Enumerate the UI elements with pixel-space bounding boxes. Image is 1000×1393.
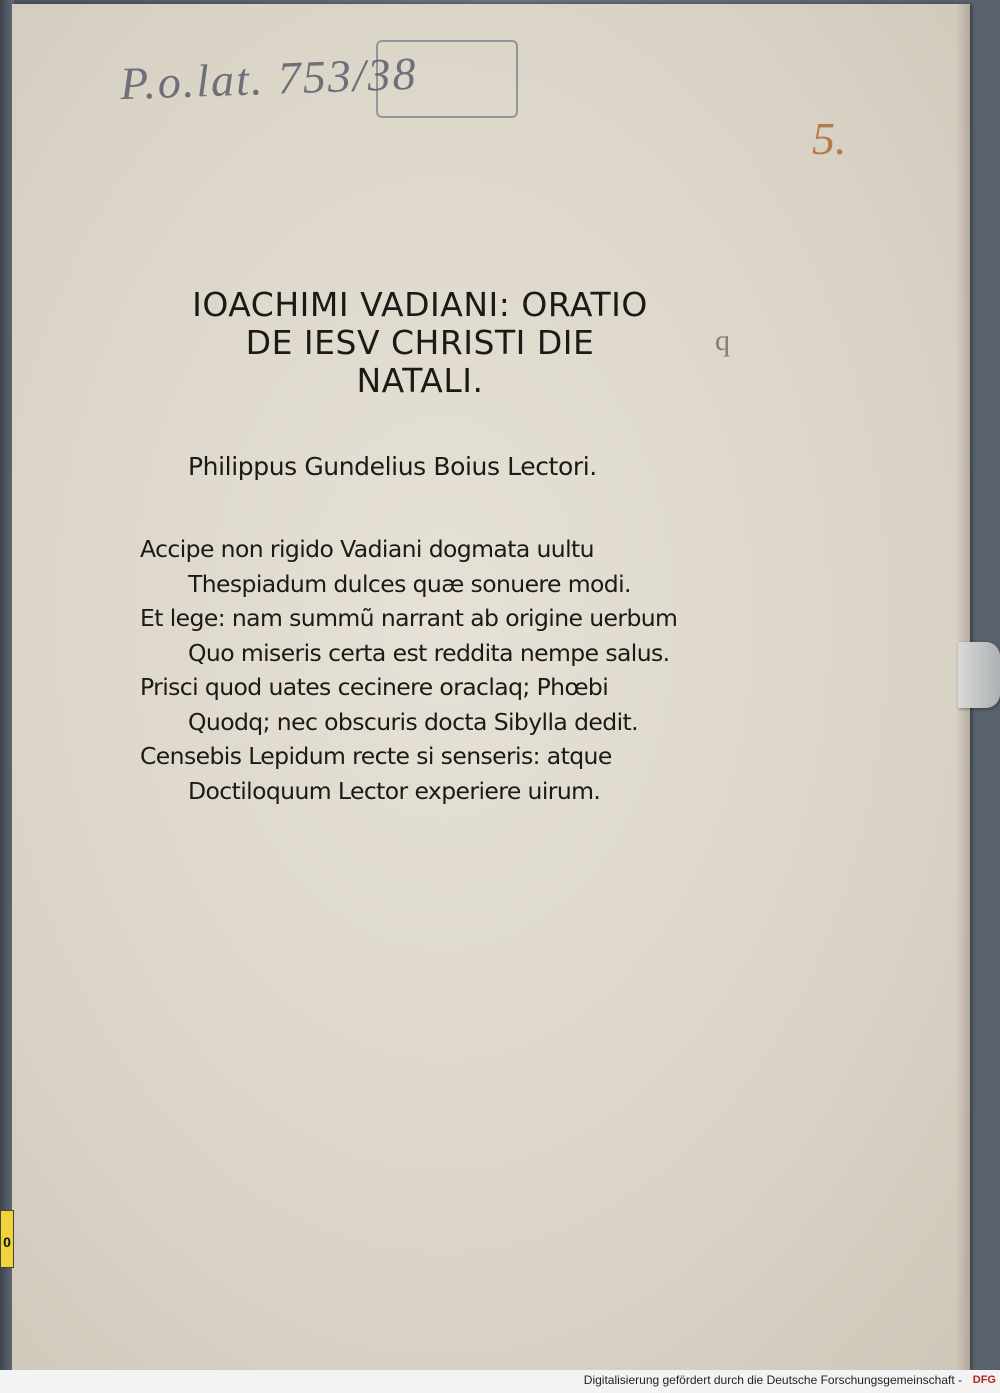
footer-credit: Digitalisierung gefördert durch die Deutsche Forschungsgemeinschaft - — [583, 1373, 962, 1387]
poem-line: Accipe non rigido Vadiani dogmata uultu — [140, 535, 594, 563]
poem-line: Et lege: nam summũ narrant ab origine uerbum — [140, 604, 678, 632]
poem-line: Quodq; nec obscuris docta Sibylla dedit. — [188, 707, 638, 736]
library-stamp — [376, 40, 518, 118]
shelfmark-handwritten: P.o.lat. 753/38 — [119, 47, 419, 110]
folio-number: 5. — [812, 113, 847, 164]
poem-line: Quo miseris certa est reddita nempe salus. — [188, 638, 670, 667]
page-clip-tab — [958, 642, 1000, 708]
document-page — [12, 4, 970, 1370]
margin-note: q — [715, 324, 730, 357]
poem-line: Prisci quod uates cecinere oraclaq; Phœbi — [140, 673, 609, 701]
poem-line: Doctiloquum Lector experiere uirum. — [188, 776, 601, 805]
dfg-logo-icon: DFG — [972, 1374, 996, 1386]
title-block — [180, 286, 660, 400]
poem-line: Thespiadum dulces quæ sonuere modi. — [188, 569, 631, 598]
dedication-line: Philippus Gundelius Boius Lectori. — [188, 452, 597, 481]
title-line: DE IESV CHRISTI DIE — [245, 323, 595, 362]
spine-label: 0 — [0, 1210, 14, 1268]
title-line: IOACHIMI VADIANI: ORATIO — [192, 285, 648, 324]
poem-block — [140, 532, 677, 808]
footer-bar — [0, 1370, 1000, 1393]
poem-line: Censebis Lepidum recte si senseris: atque — [140, 742, 612, 770]
title-line: NATALI. — [356, 361, 484, 400]
